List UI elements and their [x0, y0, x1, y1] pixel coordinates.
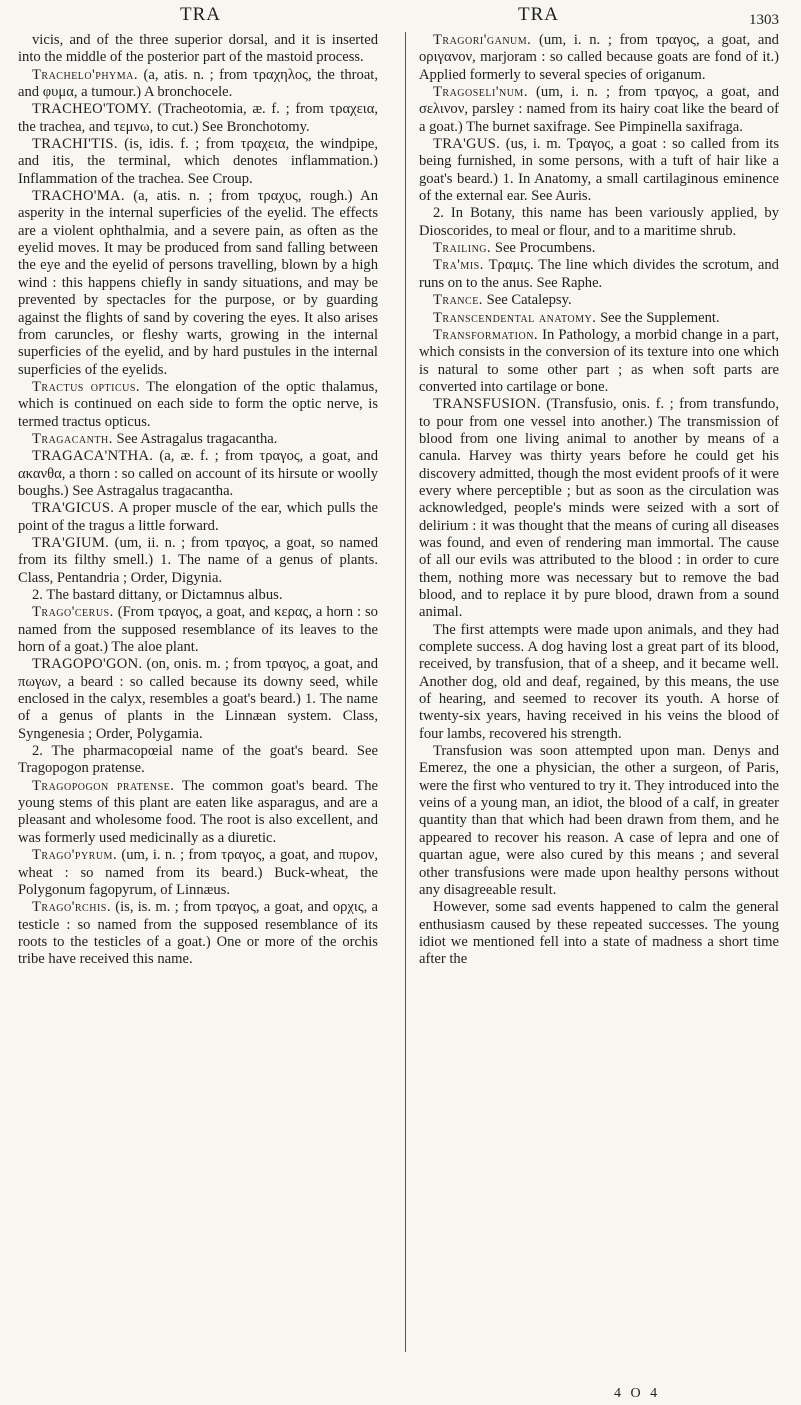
entry-headword: Trance.: [433, 292, 483, 309]
entry-text: (a, æ. f. ; from τραγος, a goat, and ακανθα, a thorn : so called on account of its hirsute or woolly boughs.) See Astragalus tragacantha.: [18, 448, 378, 499]
entry-headword: Trago'cerus.: [32, 604, 114, 621]
entry-text: See Catalepsy.: [486, 292, 572, 309]
dictionary-entry: [18, 379, 378, 431]
dictionary-entry: [18, 188, 378, 379]
dictionary-entry: [18, 32, 378, 67]
signature-mark: 4 O 4: [614, 1386, 661, 1401]
entry-text: (um, i. n. ; from τραγος, a goat, and πυρον, wheat : so named from its beard.) Buck-wheat, the Polygonum fagopyrum, of Linnæus.: [18, 847, 378, 898]
entry-headword: TRACHI'TIS.: [32, 136, 118, 153]
entry-text: (a, atis. n. ; from τραχηλος, the throat, and φυμα, a tumour.) A bronchocele.: [18, 66, 378, 101]
dictionary-entry: [419, 240, 779, 257]
dictionary-entry: [18, 847, 378, 899]
entry-text: (um, ii. n. ; from τραγος, a goat, so named from its filthy smell.) 1. The name of a genus of plants. Class, Pentandria ; Order, Digynia.: [18, 534, 378, 586]
dictionary-entry: [419, 622, 779, 743]
dictionary-entry: [419, 32, 779, 84]
entry-headword: TRACHEO'TOMY.: [32, 101, 152, 118]
entry-text: (on, onis. m. ; from τραγος, a goat, and πωγων, a beard : so called because its downy seed, while enclosed in the calyx, resembles a goat's beard.) 1. The name of a genus of plants in the Linnæan system. Class, Syngenesia ; Order, Polygamia.: [18, 656, 378, 742]
entry-headword: TRAGOPO'GON.: [32, 656, 143, 673]
page-number: 1303: [749, 12, 779, 28]
entry-text: (a, atis. n. ; from τραχυς, rough.) An asperity in the internal superficies of the eyelid. The effects are a violent ophthalmia, and a severe pain, as often as the eyelid moves. It may be produced from sand falling between the eye and the eyelid of persons travelling, blown by a high wind : this happens chiefly in sandy situations, and may be prevented by spectacles for the purpose, or by guarding against the flights of sand by covering the eyes. It also arises from caruncles, or fleshy warts, growing in the internal superficies of the eyelid, and by hard pustules in the internal superficies of the eyelids.: [18, 188, 378, 378]
dictionary-entry: [419, 327, 779, 396]
running-head-left: TRA: [180, 4, 221, 25]
entry-headword: Tra'mis.: [433, 257, 484, 274]
entry-text: A proper muscle of the ear, which pulls the point of the tragus a little forward.: [18, 500, 378, 534]
entry-headword: Transcendental anatomy.: [433, 309, 597, 326]
dictionary-entry: [419, 136, 779, 205]
entry-headword: TRA'GICUS.: [32, 500, 115, 517]
dictionary-entry: [419, 310, 779, 327]
entry-headword: Tragoseli'num.: [433, 84, 528, 101]
entry-text: (us, i. m. Τραγος, a goat : so called from its being furnished, in some persons, with a tuft of hair like a goat's beard.) 1. In Anatomy, a small cartilaginous eminence of the external ear. See Auris.: [419, 136, 779, 205]
entry-text: 2. The pharmacopœial name of the goat's beard. See Tragopogon pratense.: [18, 743, 378, 777]
entry-text: 2. The bastard dittany, or Dictamnus albus.: [32, 587, 283, 603]
dictionary-entry: [18, 136, 378, 188]
dictionary-entry: [419, 84, 779, 136]
entry-headword: Trailing.: [433, 240, 492, 257]
entry-text: (Transfusio, onis. f. ; from transfundo, to pour from one vessel into another.) The transmission of blood from one living animal to another by means of a canula. Harvey was thirty years before he could get his discovery admitted, though the most evident proofs of it were every where perceptible ; but as soon as the circulation was acknowledged, people's minds were seized with a sort of delirium : it was thought that the means of curing all diseases was found, and even of rendering man immortal. The cause of all our evils was attributed to the blood : in order to cure them, nothing more was necessary but to remove the bad blood, and to replace it by pure blood, drawn from a sound animal.: [419, 396, 779, 621]
entry-text: See the Supplement.: [600, 309, 720, 326]
dictionary-entry: [18, 656, 378, 743]
dictionary-entry: [419, 257, 779, 292]
entry-headword: TRAGACA'NTHA.: [32, 448, 154, 465]
entry-text: (is, is. m. ; from τραγος, a goat, and ορχις, a testicle : so named from the supposed resemblance of its roots to the testicles of a goat.) One or more of the orchis tribe have received this name.: [18, 899, 378, 968]
entry-text: The elongation of the optic thalamus, which is continued on each side to form the optic nerve, is termed tractus opticus.: [18, 378, 378, 430]
entry-text: vicis, and of the three superior dorsal, and it is inserted into the middle of the posterior part of the mastoid process.: [18, 32, 378, 66]
entry-text: See Astragalus tragacantha.: [116, 430, 278, 447]
entry-text: (um, i. n. ; from τραγος, a goat, and οριγανον, marjoram : so called because goats are fond of it.) Applied formerly to several species of origanum.: [419, 32, 779, 83]
entry-text: The first attempts were made upon animals, and they had complete success. A dog having lost a great part of its blood, received, by transfusion, that of a sheep, and it became well. Another dog, old and deaf, regained, by this means, the use of hearing, and seemed to recover its youth. A horse of twenty-six years, having received in his veins the blood of four lambs, recovered his strength.: [419, 621, 779, 742]
dictionary-entry: [18, 431, 378, 448]
dictionary-entry: [419, 743, 779, 899]
dictionary-entry: [18, 500, 378, 535]
entry-headword: Tragori'ganum.: [433, 32, 532, 48]
entry-headword: TRA'GUS.: [433, 136, 501, 153]
entry-headword: Trago'pyrum.: [32, 847, 118, 864]
entry-text: See Procumbens.: [494, 240, 596, 257]
entry-text: (Tracheotomia, æ. f. ; from τραχεια, the trachea, and τεμνω, to cut.) See Bronchotomy.: [18, 101, 378, 135]
dictionary-entry: [419, 205, 779, 240]
dictionary-entry: [18, 587, 378, 604]
dictionary-entry: [419, 292, 779, 309]
entry-headword: Trachelo'phyma.: [32, 66, 139, 83]
entry-headword: Tractus opticus.: [32, 378, 141, 395]
dictionary-entry: [18, 899, 378, 968]
dictionary-entry: [18, 778, 378, 847]
entry-headword: Transformation.: [433, 326, 539, 343]
entry-text: The common goat's beard. The young stems of this plant are eaten like asparagus, and are a pleasant and wholesome food. The root is also excellent, and was formerly used medicinally as a diuretic.: [18, 777, 378, 846]
dictionary-entry: [419, 899, 779, 968]
entry-text: (From τραγος, a goat, and κερας, a horn : so named from the supposed resemblance of its leaves to the horn of a goat.) The aloe plant.: [18, 604, 378, 656]
dictionary-entry: [419, 396, 779, 621]
entry-headword: Tragopogon pratense.: [32, 777, 175, 794]
dictionary-entry: [18, 743, 378, 778]
entry-headword: TRA'GIUM.: [32, 534, 110, 551]
entry-text: 2. In Botany, this name has been variously applied, by Dioscorides, to meal or flour, and to a maritime shrub.: [419, 205, 779, 239]
dictionary-entry: [18, 604, 378, 656]
right-column: [419, 32, 779, 969]
entry-text: Τραμις. The line which divides the scrotum, and runs on to the anus. See Raphe.: [419, 257, 779, 291]
entry-headword: TRACHO'MA.: [32, 188, 125, 205]
left-column: [18, 32, 378, 969]
dictionary-entry: [18, 101, 378, 136]
entry-headword: TRANSFUSION.: [433, 396, 541, 413]
dictionary-entry: [18, 67, 378, 102]
entry-text: (is, idis. f. ; from τραχεια, the windpipe, and itis, the terminal, which denotes inflammation.) Inflammation of the trachea. See Croup.: [18, 136, 378, 187]
dictionary-entry: [18, 448, 378, 500]
entry-text: However, some sad events happened to calm the general enthusiasm caused by these repeated successes. The young idiot we mentioned fell into a state of madness a short time after the: [419, 899, 779, 968]
entry-headword: Trago'rchis.: [32, 899, 111, 916]
running-head-right: TRA: [518, 4, 559, 25]
entry-text: (um, i. n. ; from τραγος, a goat, and σελινον, parsley : named from its hairy coat like the beard of a goat.) The burnet saxifrage. See Pimpinella saxifraga.: [419, 84, 779, 135]
entry-text: Transfusion was soon attempted upon man. Denys and Emerez, the one a physician, the other a surgeon, of Paris, were the first who ventured to try it. They introduced into the veins of a young man, an idiot, the blood of a calf, in greater quantity than that which had been drawn from them, and he appeared to recover his reason. A case of lepra and one of quartan ague, were also cured by this means ; and several other transfusions were made upon healthy persons without any disagreeable result.: [419, 743, 779, 898]
column-divider: [405, 32, 406, 1352]
entry-headword: Tragacanth.: [32, 430, 113, 447]
dictionary-entry: [18, 535, 378, 587]
entry-text: In Pathology, a morbid change in a part, which consists in the conversion of its texture into one which is natural to some other part ; as when soft parts are converted into cartilage or bone.: [419, 326, 779, 395]
